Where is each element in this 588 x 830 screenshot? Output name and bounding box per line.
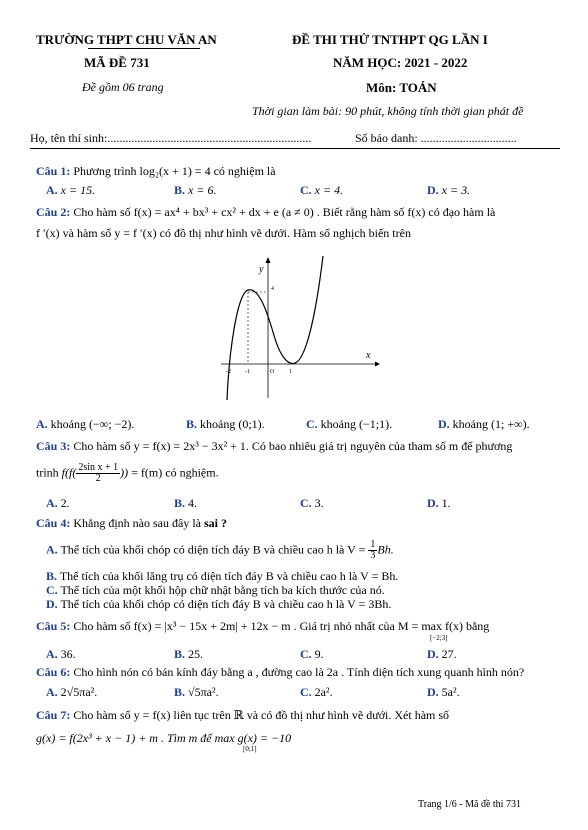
- question-2-line2: f ′(x) và hàm số y = f ′(x) có đồ thị như hình vẽ dưới. Hàm số nghịch biến trên: [36, 226, 411, 240]
- tick-1: 1: [289, 369, 292, 375]
- q4-option-b[interactable]: B. Thể tích của khối lăng trụ có diện tích đáy B và chiều cao h là V = Bh.: [46, 569, 399, 583]
- school-year: NĂM HỌC: 2021 - 2022: [333, 55, 468, 70]
- q2-option-c[interactable]: C. khoảng (−1;1).: [306, 417, 393, 431]
- q5-max-interval: [−2;3]: [430, 634, 448, 642]
- question-4: Câu 4: Khẳng định nào sau đây là sai ?: [36, 516, 227, 530]
- question-label: Câu 1:: [36, 164, 71, 178]
- time-note: Thời gian làm bài: 90 phút, không tính thời gian phát đề: [252, 104, 524, 118]
- question-6: Câu 6: Cho hình nón có bán kính đáy bằng a , đường cao là 2a . Tính diện tích xung quanh hình nón?: [36, 665, 525, 679]
- question-2: Câu 2: Cho hàm số f(x) = ax⁴ + bx³ + cx² + dx + e (a ≠ 0) . Biết rằng hàm số f(x) có đạo hàm là: [36, 205, 496, 219]
- question-7: Câu 7: Cho hàm số y = f(x) liên tục trên ℝ và có đồ thị như hình vẽ dưới. Xét hàm số: [36, 708, 450, 722]
- tick-minus-2: -2: [226, 369, 231, 375]
- q3-option-d[interactable]: D. 1.: [427, 496, 451, 510]
- question-3-line2: trình f(f( $\frac{\text{2sin x + 1}}{2}$ )) = f(m) có nghiệm.: [36, 462, 219, 484]
- q5-option-d[interactable]: D. 27.: [427, 647, 457, 661]
- q3-fraction: $\frac{\text{2sin x + 1}}{2}$: [78, 462, 119, 484]
- candidate-name-line: Họ, tên thí sinh:....................................................................: [30, 131, 312, 145]
- y-axis-label: y: [259, 264, 264, 275]
- school-name: TRƯỜNG THPT CHU VĂN AN: [36, 32, 217, 47]
- header-divider: [30, 148, 560, 149]
- q2-option-a[interactable]: A. khoảng (−∞; −2).: [36, 417, 135, 431]
- q3-option-b[interactable]: B. 4.: [174, 496, 198, 510]
- q4-option-d[interactable]: D. Thể tích của khối chóp có diện tích đáy B và chiều cao h là V = 3Bh.: [46, 597, 392, 611]
- candidate-id-line: Số báo danh: ................................: [355, 131, 517, 145]
- subject: Môn: TOÁN: [366, 80, 437, 95]
- q3-option-a[interactable]: A. 2.: [46, 496, 70, 510]
- q4-option-c[interactable]: C. Thể tích của một khối hộp chữ nhật bằng tích ba kích thước của nó.: [46, 583, 385, 597]
- exam-title: ĐỀ THI THỬ TNTHPT QG LẦN I: [292, 32, 488, 47]
- x-axis-label: x: [366, 350, 371, 361]
- header-underline: [88, 48, 200, 49]
- q2-option-d[interactable]: D. khoảng (1; +∞).: [438, 417, 530, 431]
- question-text: Phương trình log₂(x + 1) = 4 có nghiệm là: [73, 164, 276, 178]
- q3-option-c[interactable]: C. 3.: [300, 496, 324, 510]
- q6-option-c[interactable]: C. 2a².: [300, 685, 333, 699]
- question-3: Câu 3: Cho hàm số y = f(x) = 2x³ − 3x² + 1. Có bao nhiêu giá trị nguyên của tham số m để phương: [36, 439, 513, 453]
- question-5: Câu 5: Cho hàm số f(x) = |x³ − 15x + 2m| + 12x − m . Giá trị nhỏ nhất của M = max f(x) bằng: [36, 619, 490, 633]
- q6-option-d[interactable]: D. 5a².: [427, 685, 460, 699]
- page-footer: Trang 1/6 - Mã đề thi 731: [418, 799, 521, 810]
- exam-code: MÃ ĐỀ 731: [84, 55, 150, 70]
- question-1: [36, 164, 276, 179]
- derivative-graph: [215, 252, 380, 400]
- q5-option-b[interactable]: B. 25.: [174, 647, 204, 661]
- q1-option-a[interactable]: A. x = 15.: [46, 183, 96, 197]
- q5-option-c[interactable]: C. 9.: [300, 647, 324, 661]
- tick-minus-1: -1: [245, 369, 250, 375]
- question-7-line2: g(x) = f(2x³ + x − 1) + m . Tìm m để max g(x) = −10: [36, 731, 292, 745]
- q1-option-c[interactable]: C. x = 4.: [300, 183, 344, 197]
- q6-option-b[interactable]: B. √5πa².: [174, 685, 219, 699]
- q1-option-b[interactable]: B. x = 6.: [174, 183, 217, 197]
- q6-option-a[interactable]: A. 2√5πa².: [46, 685, 98, 699]
- q2-option-b[interactable]: B. khoảng (0;1).: [186, 417, 265, 431]
- page-count: Đề gồm 06 trang: [82, 80, 164, 94]
- q1-option-d[interactable]: D. x = 3.: [427, 183, 471, 197]
- q4-option-a[interactable]: A. Thể tích của khối chóp có diện tích đáy B và chiều cao h là V = $\frac{1}{3}$ Bh.: [46, 539, 394, 561]
- q7-max-interval: [0;1]: [243, 745, 257, 753]
- tick-origin: O: [270, 369, 275, 375]
- tick-4: 4: [271, 286, 274, 292]
- q5-option-a[interactable]: A. 36.: [46, 647, 76, 661]
